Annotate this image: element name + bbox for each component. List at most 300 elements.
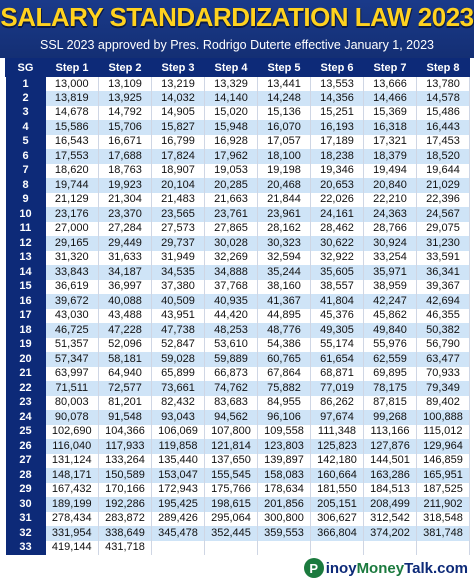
salary-value-cell: 14,466 [364, 91, 417, 106]
column-header: Step 2 [99, 59, 152, 77]
salary-value-cell: 15,369 [364, 106, 417, 121]
salary-value-cell: 54,386 [258, 338, 311, 353]
salary-value-cell: 30,622 [311, 236, 364, 251]
salary-value-cell: 13,000 [46, 77, 99, 92]
salary-value-cell: 27,573 [152, 222, 205, 237]
salary-value-cell [311, 541, 364, 556]
salary-value-cell: 19,923 [99, 178, 152, 193]
salary-value-cell: 36,997 [99, 280, 152, 295]
logo-icon: P [304, 558, 324, 578]
table-row [6, 280, 470, 295]
salary-value-cell: 104,366 [99, 425, 152, 440]
column-header: Step 8 [417, 59, 470, 77]
salary-value-cell: 170,166 [99, 483, 152, 498]
salary-value-cell: 96,106 [258, 410, 311, 425]
salary-value-cell: 43,030 [46, 309, 99, 324]
table-row [6, 439, 470, 454]
salary-value-cell: 172,943 [152, 483, 205, 498]
salary-value-cell: 63,997 [46, 367, 99, 382]
salary-value-cell: 15,948 [205, 120, 258, 135]
salary-value-cell: 74,762 [205, 381, 258, 396]
salary-value-cell: 102,690 [46, 425, 99, 440]
salary-grade-cell: 9 [6, 193, 46, 208]
salary-grade-cell: 7 [6, 164, 46, 179]
salary-value-cell: 37,768 [205, 280, 258, 295]
salary-value-cell: 18,763 [99, 164, 152, 179]
salary-value-cell: 374,202 [364, 526, 417, 541]
salary-value-cell: 23,961 [258, 207, 311, 222]
salary-value-cell: 125,823 [311, 439, 364, 454]
salary-value-cell: 15,020 [205, 106, 258, 121]
salary-value-cell: 150,589 [99, 468, 152, 483]
salary-value-cell: 15,251 [311, 106, 364, 121]
salary-grade-cell: 32 [6, 526, 46, 541]
salary-value-cell: 27,284 [99, 222, 152, 237]
salary-value-cell: 21,029 [417, 178, 470, 193]
salary-grade-cell: 2 [6, 91, 46, 106]
table-row [6, 410, 470, 425]
salary-grade-cell: 1 [6, 77, 46, 92]
salary-value-cell: 20,104 [152, 178, 205, 193]
salary-value-cell: 36,341 [417, 265, 470, 280]
salary-value-cell: 48,253 [205, 323, 258, 338]
salary-value-cell: 47,228 [99, 323, 152, 338]
salary-value-cell: 38,557 [311, 280, 364, 295]
salary-value-cell: 131,124 [46, 454, 99, 469]
salary-value-cell: 40,509 [152, 294, 205, 309]
salary-value-cell: 366,804 [311, 526, 364, 541]
salary-value-cell: 24,567 [417, 207, 470, 222]
table-row [6, 164, 470, 179]
salary-value-cell: 38,160 [258, 280, 311, 295]
salary-value-cell: 50,382 [417, 323, 470, 338]
table-row [6, 352, 470, 367]
salary-value-cell: 178,634 [258, 483, 311, 498]
salary-grade-cell: 31 [6, 512, 46, 527]
salary-grade-cell: 17 [6, 309, 46, 324]
salary-value-cell: 21,304 [99, 193, 152, 208]
salary-value-cell: 61,654 [311, 352, 364, 367]
salary-value-cell: 35,244 [258, 265, 311, 280]
salary-grade-cell: 11 [6, 222, 46, 237]
salary-value-cell: 116,040 [46, 439, 99, 454]
salary-value-cell: 127,876 [364, 439, 417, 454]
salary-value-cell: 90,078 [46, 410, 99, 425]
salary-value-cell: 16,671 [99, 135, 152, 150]
salary-value-cell: 14,792 [99, 106, 152, 121]
salary-value-cell: 181,550 [311, 483, 364, 498]
salary-value-cell: 106,069 [152, 425, 205, 440]
salary-value-cell: 65,899 [152, 367, 205, 382]
salary-value-cell: 14,578 [417, 91, 470, 106]
salary-value-cell: 22,396 [417, 193, 470, 208]
salary-value-cell: 59,028 [152, 352, 205, 367]
salary-value-cell: 100,888 [417, 410, 470, 425]
salary-value-cell: 83,683 [205, 396, 258, 411]
salary-value-cell: 49,305 [311, 323, 364, 338]
salary-value-cell: 22,026 [311, 193, 364, 208]
salary-value-cell: 381,748 [417, 526, 470, 541]
salary-value-cell: 17,189 [311, 135, 364, 150]
salary-value-cell: 17,688 [99, 149, 152, 164]
salary-value-cell: 68,871 [311, 367, 364, 382]
salary-value-cell: 19,198 [258, 164, 311, 179]
salary-value-cell: 99,268 [364, 410, 417, 425]
salary-value-cell: 17,553 [46, 149, 99, 164]
salary-value-cell: 34,535 [152, 265, 205, 280]
salary-value-cell: 283,872 [99, 512, 152, 527]
salary-value-cell: 184,513 [364, 483, 417, 498]
table-row [6, 454, 470, 469]
salary-value-cell: 75,882 [258, 381, 311, 396]
salary-value-cell: 16,799 [152, 135, 205, 150]
salary-value-cell [417, 541, 470, 556]
salary-value-cell: 29,165 [46, 236, 99, 251]
salary-value-cell: 278,434 [46, 512, 99, 527]
salary-value-cell: 60,765 [258, 352, 311, 367]
salary-grade-cell: 6 [6, 149, 46, 164]
salary-value-cell: 205,151 [311, 497, 364, 512]
salary-value-cell: 306,627 [311, 512, 364, 527]
salary-value-cell: 29,449 [99, 236, 152, 251]
salary-value-cell: 23,761 [205, 207, 258, 222]
salary-value-cell: 146,859 [417, 454, 470, 469]
salary-value-cell: 41,804 [311, 294, 364, 309]
salary-value-cell: 17,057 [258, 135, 311, 150]
salary-value-cell: 71,511 [46, 381, 99, 396]
salary-value-cell: 55,976 [364, 338, 417, 353]
salary-value-cell: 69,895 [364, 367, 417, 382]
salary-value-cell: 17,824 [152, 149, 205, 164]
salary-value-cell: 55,174 [311, 338, 364, 353]
table-row [6, 149, 470, 164]
salary-grade-cell: 28 [6, 468, 46, 483]
salary-value-cell: 93,043 [152, 410, 205, 425]
salary-value-cell: 44,420 [205, 309, 258, 324]
salary-value-cell: 15,827 [152, 120, 205, 135]
table-row [6, 526, 470, 541]
salary-value-cell: 23,565 [152, 207, 205, 222]
salary-value-cell: 32,269 [205, 251, 258, 266]
salary-value-cell [364, 541, 417, 556]
salary-value-cell: 53,610 [205, 338, 258, 353]
salary-value-cell: 34,187 [99, 265, 152, 280]
salary-value-cell: 17,453 [417, 135, 470, 150]
salary-value-cell: 345,478 [152, 526, 205, 541]
logo-text: inoyMoneyTalk.com [325, 559, 468, 577]
salary-value-cell: 139,897 [258, 454, 311, 469]
salary-value-cell: 37,380 [152, 280, 205, 295]
table-header-row [6, 59, 470, 77]
salary-value-cell: 16,070 [258, 120, 311, 135]
salary-value-cell: 31,230 [417, 236, 470, 251]
salary-value-cell: 18,379 [364, 149, 417, 164]
table-row [6, 77, 470, 92]
salary-value-cell: 58,181 [99, 352, 152, 367]
salary-value-cell: 89,402 [417, 396, 470, 411]
salary-value-cell: 211,902 [417, 497, 470, 512]
salary-value-cell: 31,949 [152, 251, 205, 266]
salary-value-cell: 59,889 [205, 352, 258, 367]
salary-value-cell: 24,363 [364, 207, 417, 222]
salary-value-cell: 81,201 [99, 396, 152, 411]
salary-value-cell: 97,674 [311, 410, 364, 425]
salary-value-cell: 338,649 [99, 526, 152, 541]
salary-value-cell: 62,559 [364, 352, 417, 367]
salary-value-cell [205, 541, 258, 556]
salary-value-cell [152, 541, 205, 556]
salary-value-cell: 195,425 [152, 497, 205, 512]
salary-value-cell: 14,140 [205, 91, 258, 106]
salary-value-cell: 107,800 [205, 425, 258, 440]
salary-value-cell: 121,814 [205, 439, 258, 454]
salary-value-cell: 48,776 [258, 323, 311, 338]
salary-value-cell: 23,370 [99, 207, 152, 222]
salary-value-cell: 144,501 [364, 454, 417, 469]
salary-grade-table [5, 58, 470, 555]
table-row [6, 236, 470, 251]
salary-value-cell: 35,971 [364, 265, 417, 280]
column-header: Step 5 [258, 59, 311, 77]
salary-value-cell: 14,905 [152, 106, 205, 121]
salary-value-cell: 31,633 [99, 251, 152, 266]
header-banner [0, 0, 474, 58]
salary-value-cell: 46,725 [46, 323, 99, 338]
salary-value-cell: 208,499 [364, 497, 417, 512]
salary-value-cell: 33,843 [46, 265, 99, 280]
table-row [6, 338, 470, 353]
salary-value-cell: 32,922 [311, 251, 364, 266]
salary-value-cell: 13,780 [417, 77, 470, 92]
salary-value-cell: 39,367 [417, 280, 470, 295]
salary-value-cell: 52,096 [99, 338, 152, 353]
salary-value-cell: 133,264 [99, 454, 152, 469]
table-row [6, 541, 470, 556]
salary-value-cell: 51,357 [46, 338, 99, 353]
table-row [6, 120, 470, 135]
site-logo [304, 557, 468, 579]
salary-value-cell: 289,426 [152, 512, 205, 527]
salary-value-cell: 94,562 [205, 410, 258, 425]
salary-value-cell: 32,594 [258, 251, 311, 266]
salary-value-cell: 73,661 [152, 381, 205, 396]
salary-value-cell: 359,553 [258, 526, 311, 541]
salary-grade-cell: 10 [6, 207, 46, 222]
salary-value-cell: 158,083 [258, 468, 311, 483]
salary-value-cell: 13,553 [311, 77, 364, 92]
salary-value-cell: 198,615 [205, 497, 258, 512]
salary-value-cell: 111,348 [311, 425, 364, 440]
salary-grade-cell: 4 [6, 120, 46, 135]
salary-grade-cell: 3 [6, 106, 46, 121]
salary-value-cell: 16,928 [205, 135, 258, 150]
table-row [6, 396, 470, 411]
salary-value-cell: 30,028 [205, 236, 258, 251]
salary-value-cell: 18,620 [46, 164, 99, 179]
salary-value-cell: 300,800 [258, 512, 311, 527]
salary-value-cell: 16,543 [46, 135, 99, 150]
salary-value-cell: 91,548 [99, 410, 152, 425]
salary-value-cell: 52,847 [152, 338, 205, 353]
salary-value-cell: 20,653 [311, 178, 364, 193]
salary-value-cell: 21,483 [152, 193, 205, 208]
column-header: Step 1 [46, 59, 99, 77]
table-row [6, 497, 470, 512]
salary-value-cell: 40,935 [205, 294, 258, 309]
salary-grade-cell: 22 [6, 381, 46, 396]
salary-value-cell: 21,129 [46, 193, 99, 208]
salary-value-cell: 20,285 [205, 178, 258, 193]
salary-grade-cell: 18 [6, 323, 46, 338]
salary-grade-cell: 24 [6, 410, 46, 425]
salary-value-cell: 56,790 [417, 338, 470, 353]
salary-value-cell: 27,865 [205, 222, 258, 237]
salary-value-cell: 35,605 [311, 265, 364, 280]
salary-value-cell: 79,349 [417, 381, 470, 396]
salary-value-cell: 312,542 [364, 512, 417, 527]
salary-value-cell: 45,862 [364, 309, 417, 324]
salary-value-cell: 43,488 [99, 309, 152, 324]
salary-value-cell: 45,376 [311, 309, 364, 324]
salary-value-cell: 72,577 [99, 381, 152, 396]
salary-value-cell: 175,766 [205, 483, 258, 498]
salary-value-cell: 36,619 [46, 280, 99, 295]
salary-value-cell: 80,003 [46, 396, 99, 411]
salary-value-cell: 117,933 [99, 439, 152, 454]
salary-value-cell: 13,109 [99, 77, 152, 92]
salary-value-cell: 84,955 [258, 396, 311, 411]
table-row [6, 483, 470, 498]
salary-value-cell: 21,844 [258, 193, 311, 208]
salary-value-cell: 18,907 [152, 164, 205, 179]
salary-value-cell: 18,238 [311, 149, 364, 164]
salary-value-cell: 86,262 [311, 396, 364, 411]
salary-value-cell: 33,591 [417, 251, 470, 266]
table-row [6, 265, 470, 280]
salary-grade-cell: 26 [6, 439, 46, 454]
salary-value-cell: 352,445 [205, 526, 258, 541]
salary-value-cell: 87,815 [364, 396, 417, 411]
salary-value-cell: 14,248 [258, 91, 311, 106]
salary-value-cell: 34,888 [205, 265, 258, 280]
salary-value-cell: 160,664 [311, 468, 364, 483]
salary-value-cell: 295,064 [205, 512, 258, 527]
salary-value-cell: 201,856 [258, 497, 311, 512]
table-row [6, 367, 470, 382]
salary-value-cell: 28,462 [311, 222, 364, 237]
salary-value-cell: 17,962 [205, 149, 258, 164]
salary-value-cell: 63,477 [417, 352, 470, 367]
salary-value-cell: 39,672 [46, 294, 99, 309]
salary-value-cell: 13,666 [364, 77, 417, 92]
salary-value-cell: 27,000 [46, 222, 99, 237]
salary-value-cell: 18,100 [258, 149, 311, 164]
salary-value-cell: 28,162 [258, 222, 311, 237]
table-row [6, 425, 470, 440]
salary-grade-cell: 13 [6, 251, 46, 266]
page-title: SALARY STANDARDIZATION LAW 2023 [0, 2, 474, 32]
salary-value-cell: 47,738 [152, 323, 205, 338]
salary-grade-cell: 21 [6, 367, 46, 382]
salary-value-cell: 165,951 [417, 468, 470, 483]
salary-grade-cell: 20 [6, 352, 46, 367]
salary-grade-cell: 5 [6, 135, 46, 150]
salary-value-cell: 142,180 [311, 454, 364, 469]
page-subtitle: SSL 2023 approved by Pres. Rodrigo Duterte effective January 1, 2023 [40, 38, 434, 52]
salary-value-cell [258, 541, 311, 556]
table-row [6, 251, 470, 266]
salary-value-cell: 14,032 [152, 91, 205, 106]
salary-value-cell: 78,175 [364, 381, 417, 396]
salary-value-cell: 163,286 [364, 468, 417, 483]
salary-value-cell: 43,951 [152, 309, 205, 324]
salary-value-cell: 21,663 [205, 193, 258, 208]
table-body [6, 77, 470, 556]
salary-grade-cell: 15 [6, 280, 46, 295]
table-row [6, 91, 470, 106]
salary-value-cell: 16,318 [364, 120, 417, 135]
table-row [6, 135, 470, 150]
salary-value-cell: 38,959 [364, 280, 417, 295]
salary-value-cell: 70,933 [417, 367, 470, 382]
salary-value-cell: 19,346 [311, 164, 364, 179]
salary-grade-cell: 12 [6, 236, 46, 251]
column-header: Step 7 [364, 59, 417, 77]
table-row [6, 512, 470, 527]
salary-value-cell: 15,706 [99, 120, 152, 135]
salary-grade-cell: 23 [6, 396, 46, 411]
salary-value-cell: 30,924 [364, 236, 417, 251]
salary-value-cell: 109,558 [258, 425, 311, 440]
salary-value-cell: 318,548 [417, 512, 470, 527]
column-header: Step 4 [205, 59, 258, 77]
salary-grade-cell: 25 [6, 425, 46, 440]
salary-value-cell: 28,766 [364, 222, 417, 237]
table-row [6, 294, 470, 309]
table-row [6, 178, 470, 193]
salary-value-cell: 119,858 [152, 439, 205, 454]
salary-value-cell: 41,367 [258, 294, 311, 309]
salary-value-cell: 44,895 [258, 309, 311, 324]
salary-value-cell: 40,088 [99, 294, 152, 309]
salary-value-cell: 19,494 [364, 164, 417, 179]
salary-grade-cell: 8 [6, 178, 46, 193]
table-row [6, 381, 470, 396]
salary-value-cell: 431,718 [99, 541, 152, 556]
salary-value-cell: 153,047 [152, 468, 205, 483]
salary-value-cell: 42,694 [417, 294, 470, 309]
salary-value-cell: 14,356 [311, 91, 364, 106]
salary-value-cell: 29,075 [417, 222, 470, 237]
salary-value-cell: 16,193 [311, 120, 364, 135]
salary-value-cell: 66,873 [205, 367, 258, 382]
salary-value-cell: 15,486 [417, 106, 470, 121]
column-header: Step 6 [311, 59, 364, 77]
salary-value-cell: 123,803 [258, 439, 311, 454]
salary-value-cell: 24,161 [311, 207, 364, 222]
salary-value-cell: 13,441 [258, 77, 311, 92]
salary-value-cell: 33,254 [364, 251, 417, 266]
salary-value-cell: 15,586 [46, 120, 99, 135]
column-header: Step 3 [152, 59, 205, 77]
salary-value-cell: 17,321 [364, 135, 417, 150]
salary-value-cell: 13,819 [46, 91, 99, 106]
table-row [6, 323, 470, 338]
table-row [6, 193, 470, 208]
salary-value-cell: 30,323 [258, 236, 311, 251]
salary-value-cell: 189,199 [46, 497, 99, 512]
salary-grade-cell: 14 [6, 265, 46, 280]
